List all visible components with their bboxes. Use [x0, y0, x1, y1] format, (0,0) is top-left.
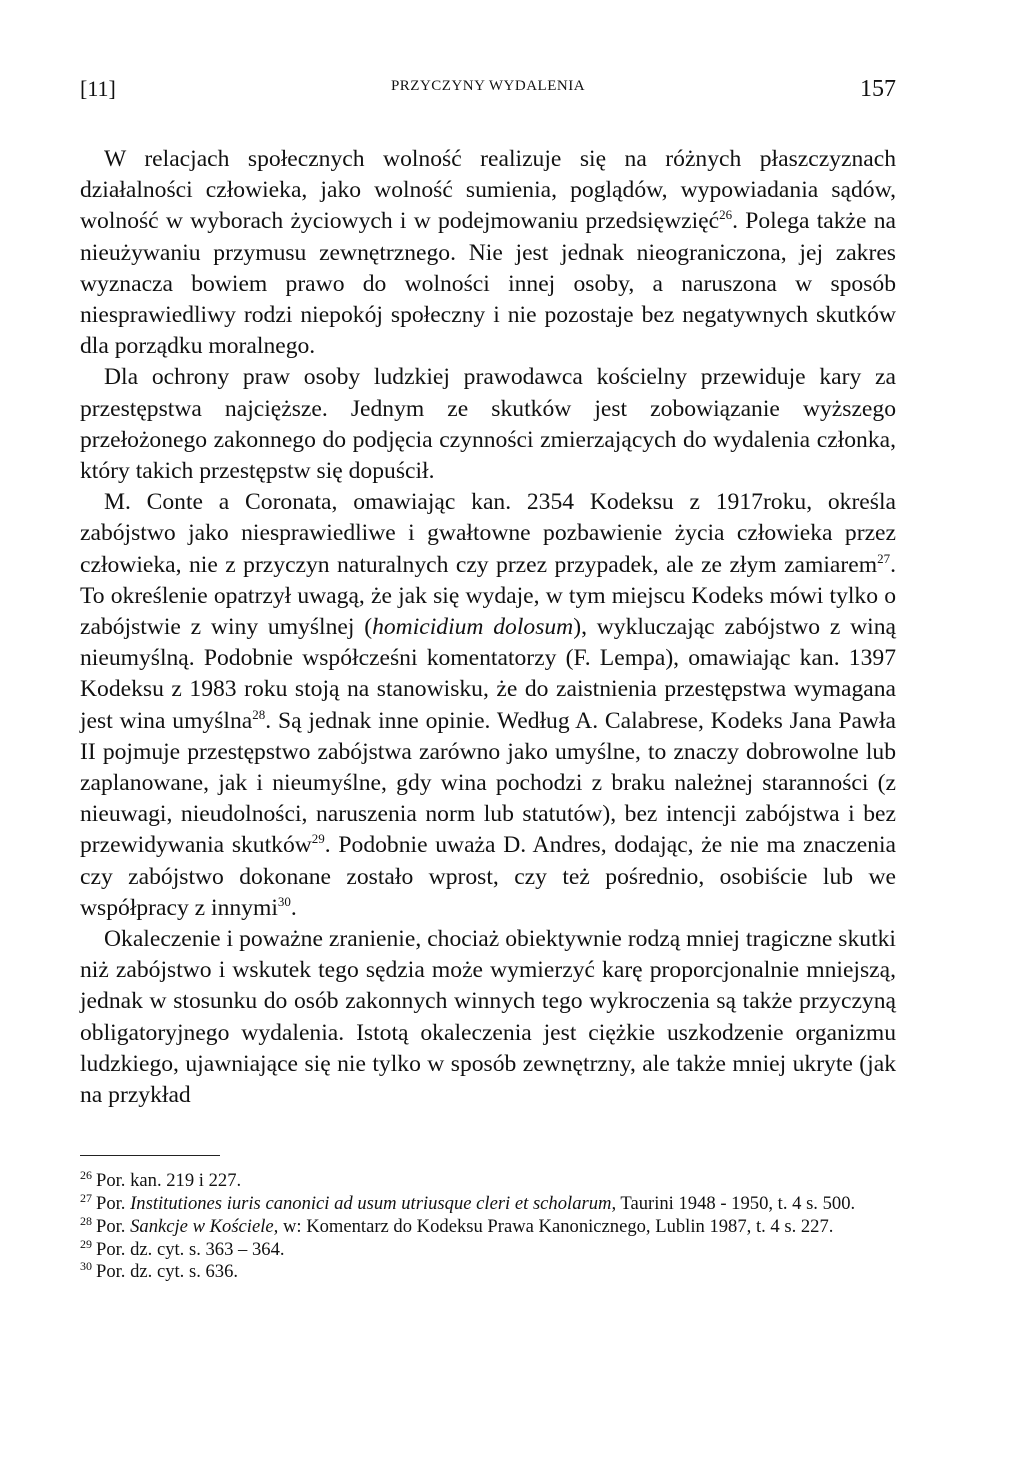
footnote-27: $^{27}$ Por. Institutiones iuris canonici ad usum utriusque cleri et scholarum, Taurini 1948 - 1950, t. 4 s. 500. [80, 1190, 856, 1215]
footnote-30: $^{30}$ Por. dz. cyt. s. 636. [80, 1259, 239, 1283]
page [80, 70, 896, 1284]
footnote-ref-27[interactable]: 27 [877, 550, 891, 566]
paragraph-4: Okaleczenie i poważne zranienie, chociaż obiektywnie rodzą mniej tragiczne skutki niż zabójstwo i wskutek tego sędzia może wymierzyć karę proporcjonalnie mniejszą, jednak w stosunku do osób zakonnych winnych tego wykroczenia są także przyczyną obligatoryjnego wydalenia. Istotą okaleczenia jest ciężkie uszkodzenie organizmu ludzkiego, ujawniające się nie tylko w sposób zewnętrzny, ale także mniej ukryte (jak na przykład [80, 926, 896, 1109]
footnote-29: $^{29}$ Por. dz. cyt. s. 363 – 364. [80, 1236, 285, 1260]
footnote-ref-26[interactable]: 26 [719, 207, 733, 223]
footnote-ref-28[interactable]: 28 [252, 706, 266, 722]
paragraph-3: M. Conte a Coronata, omawiając kan. 2354 Kodeksu z 1917roku, określa zabójstwo jako niesprawiedliwe i gwałtowne pozbawienie życia człowieka przez człowieka, nie z przyczyn naturalnych czy przez przypadek, ale ze złym zamiarem$^{27}$. To określenie opatrzył uwagą, że jak się wydaje, w tym miejscu Kodeks mówi tylko o zabójstwie z winy umyślnej (homicidium dolosum), wykluczając zabójstwo z winą nieumyślną. Podobnie współcześni komentatorzy (F. Lempa), omawiając kan. 1397 Kodeksu z 1983 roku stoją na stanowisku, że do zaistnienia przestępstwa wymagana jest wina umyślna$^{28}$. Są jednak inne opinie. Według A. Calabrese, Kodeks Jana Pawła II pojmuje przestępstwo zabójstwa zarówno jako umyślne, to znaczy dobrowolne lub zaplanowane, jak i nieumyślne, gdy wina pochodzi z braku należnej staranności (z nieuwagi, nieudolności, naruszenia norm lub statutów), bez intencji zabójstwa i bez przewidywania skutków$^{29}$. Podobnie uważa D. Andres, dodając, że nie ma znaczenia czy zabójstwo dokonane zostało wprost, czy też pośrednio, osobiście lub we współpracy z innymi$^{30}$. [80, 489, 897, 921]
footnote-28: $^{28}$ Por. Sankcje w Kościele, w: Komentarz do Kodeksu Prawa Kanonicznego, Lublin 1987, t. 4 s. 227. [80, 1213, 834, 1237]
footnote-26: $^{26}$ Por. kan. 219 i 227. [80, 1168, 242, 1192]
section-number: [11] [80, 76, 116, 101]
running-head [80, 70, 896, 110]
footnote-divider [80, 1155, 220, 1156]
paragraph-2: Dla ochrony praw osoby ludzkiej prawodawca kościelny przewiduje kary za przestępstwa najcięższe. Jednym ze skutków jest zobowiązanie wyższego przełożonego zakonnego do podjęcia czynności zmierzających do wydalenia członka, który takich przestępstw się dopuścił. [80, 364, 896, 485]
italic-term: homicidium dolosum [372, 614, 574, 641]
footnote-ref-30[interactable]: 30 [277, 894, 291, 910]
body-text [80, 144, 896, 1111]
footnotes [80, 1170, 896, 1284]
page-number: 157 [860, 76, 896, 102]
paragraph-1: W relacjach społecznych wolność realizuje się na różnych płaszczyznach działalności człowieka, jako wolność sumienia, poglądów, wypowiadania sądów, wolność w wyborach życiowych i w podejmowaniu przedsięwzięć$^{26}$. Polega także na nieużywaniu przymusu zewnętrznego. Nie jest jednak nieograniczona, jej zakres wyznacza bowiem prawo do wolności innej osoby, a naruszona w sposób niesprawiedliwy rodzi niepokój społeczny i nie pozostaje bez negatywnych skutków dla porządku moralnego. [80, 146, 896, 360]
running-title: PRZYCZYNY WYDALENIA [390, 78, 586, 94]
footnote-ref-29[interactable]: 29 [311, 831, 325, 847]
